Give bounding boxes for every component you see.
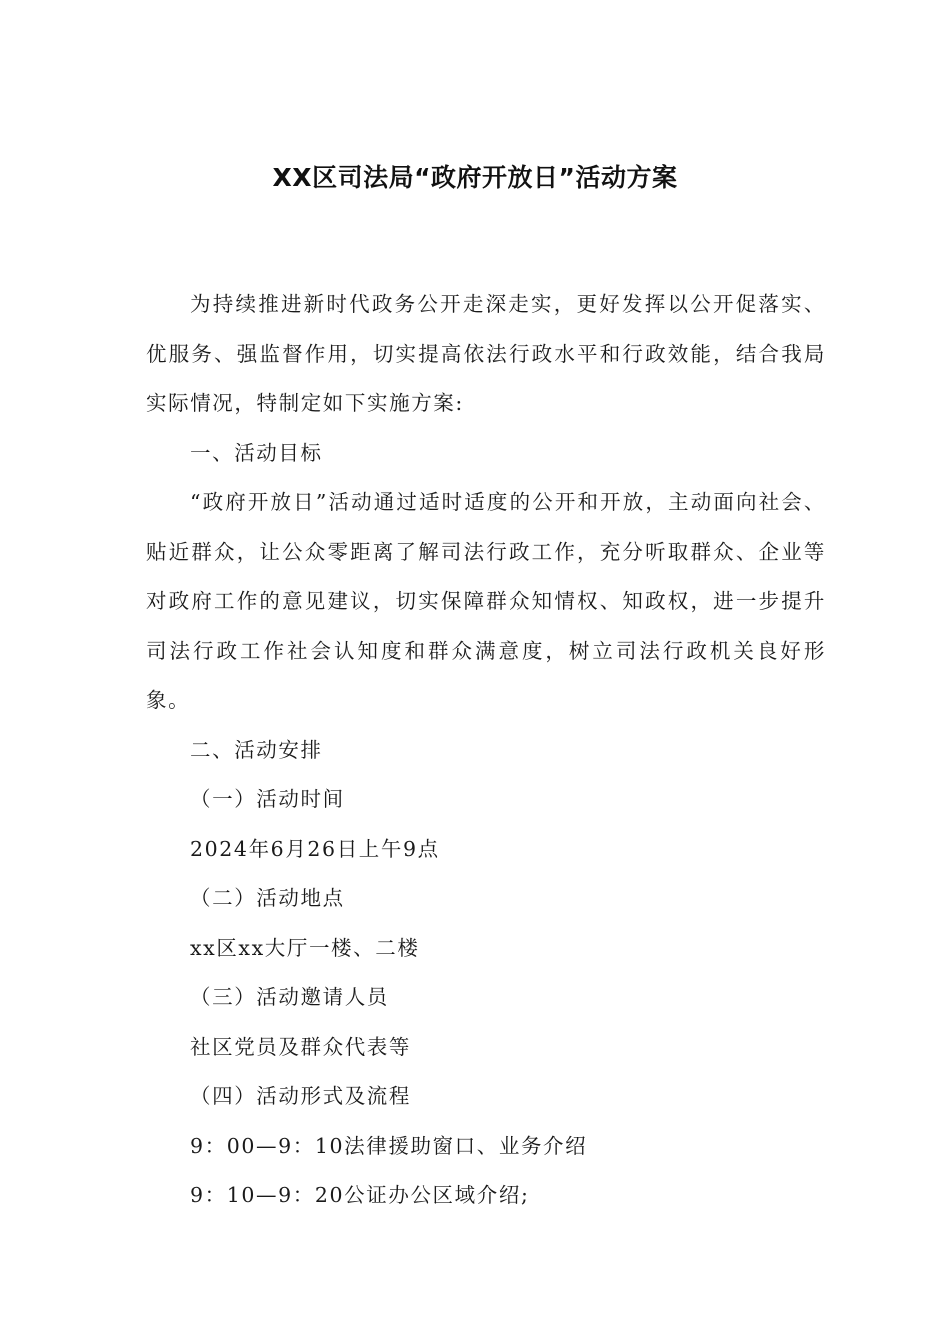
document-title: XX区司法局“政府开放日”活动方案 [272, 163, 678, 192]
subheading-place: （二）活动地点 [190, 886, 345, 910]
subheading-invitees: （三）活动邀请人员 [190, 985, 389, 1009]
section-heading-arrangement: 二、活动安排 [190, 737, 323, 762]
subheading-flow: （四）活动形式及流程 [190, 1084, 411, 1108]
section-heading-goals: 一、活动目标 [190, 440, 323, 465]
flow-item: 9：00—9：10法律援助窗口、业务介绍 [190, 1133, 588, 1158]
document-body [146, 280, 826, 1221]
invitees-value: 社区党员及群众代表等 [190, 1034, 411, 1059]
place-value: xx区xx大厅一楼、二楼 [190, 935, 420, 960]
flow-item: 9：10—9：20公证办公区域介绍; [190, 1183, 530, 1207]
goals-paragraph: “政府开放日”活动通过适时适度的公开和开放，主动面向社会、贴近群众，让公众零距离了解司法行政工作，充分听取群众、企业等对政府工作的意见建议，切实保障群众知情权、知政权，进一步提升司法行政工作社会认知度和群众满意度，树立司法行政机关良好形象。 [146, 490, 826, 712]
time-value: 2024年6月26日上午9点 [190, 836, 440, 861]
intro-paragraph: 为持续推进新时代政务公开走深走实，更好发挥以公开促落实、优服务、强监督作用，切实提高依法行政水平和行政效能，结合我局实际情况，特制定如下实施方案: [146, 292, 826, 415]
subheading-time: （一）活动时间 [190, 787, 345, 811]
